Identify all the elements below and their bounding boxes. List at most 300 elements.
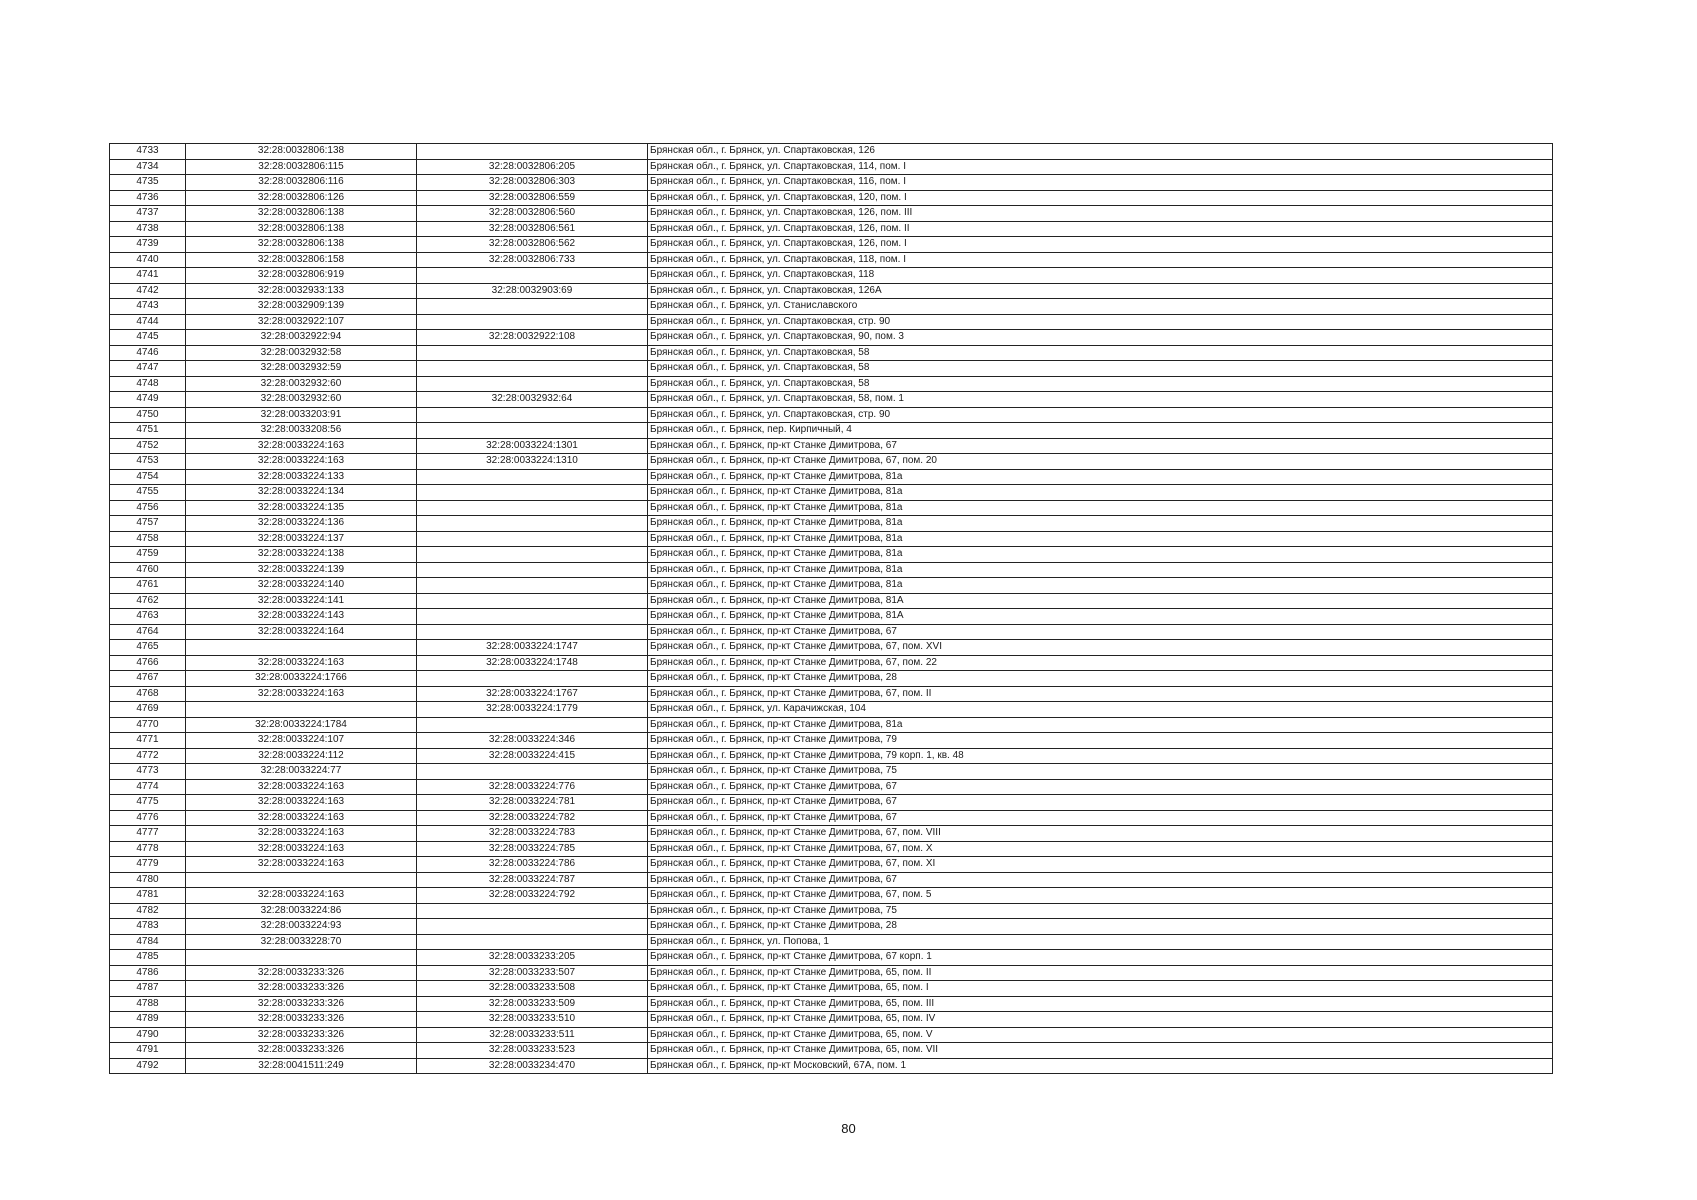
cadastral-number-cell: 32:28:0033224:141 (186, 593, 417, 609)
cadastral-number-cell: 32:28:0033224:163 (186, 795, 417, 811)
address-cell: Брянская обл., г. Брянск, пр-кт Станке Димитрова, 81а (648, 547, 1553, 563)
related-cadastral-number-cell (417, 345, 648, 361)
cadastral-number-cell: 32:28:0033224:163 (186, 686, 417, 702)
row-number-cell: 4777 (110, 826, 186, 842)
related-cadastral-number-cell: 32:28:0033224:1748 (417, 655, 648, 671)
table-row (110, 547, 1553, 563)
row-number-cell: 4747 (110, 361, 186, 377)
address-cell: Брянская обл., г. Брянск, ул. Станиславского (648, 299, 1553, 315)
cadastral-number-cell: 32:28:0033224:163 (186, 826, 417, 842)
row-number-cell: 4741 (110, 268, 186, 284)
table-row (110, 593, 1553, 609)
cadastral-number-cell: 32:28:0033224:140 (186, 578, 417, 594)
table-row (110, 733, 1553, 749)
address-cell: Брянская обл., г. Брянск, пер. Кирпичный, 4 (648, 423, 1553, 439)
related-cadastral-number-cell (417, 500, 648, 516)
table-row (110, 578, 1553, 594)
cadastral-number-cell: 32:28:0032806:138 (186, 206, 417, 222)
row-number-cell: 4760 (110, 562, 186, 578)
related-cadastral-number-cell: 32:28:0033224:786 (417, 857, 648, 873)
related-cadastral-number-cell: 32:28:0033224:776 (417, 779, 648, 795)
table-row (110, 562, 1553, 578)
address-cell: Брянская обл., г. Брянск, ул. Спартаковская, 118 (648, 268, 1553, 284)
cadastral-number-cell: 32:28:0033224:163 (186, 841, 417, 857)
address-cell: Брянская обл., г. Брянск, ул. Спартаковская, 118, пом. I (648, 252, 1553, 268)
row-number-cell: 4770 (110, 717, 186, 733)
cadastral-number-cell: 32:28:0032806:126 (186, 190, 417, 206)
row-number-cell: 4750 (110, 407, 186, 423)
related-cadastral-number-cell: 32:28:0033234:470 (417, 1058, 648, 1074)
row-number-cell: 4749 (110, 392, 186, 408)
cadastral-number-cell: 32:28:0032932:60 (186, 376, 417, 392)
related-cadastral-number-cell (417, 547, 648, 563)
related-cadastral-number-cell (417, 717, 648, 733)
address-cell: Брянская обл., г. Брянск, пр-кт Станке Димитрова, 67 (648, 438, 1553, 454)
table-row (110, 159, 1553, 175)
table-row (110, 965, 1553, 981)
cadastral-number-cell (186, 950, 417, 966)
address-cell: Брянская обл., г. Брянск, ул. Спартаковская, 114, пом. I (648, 159, 1553, 175)
address-cell: Брянская обл., г. Брянск, пр-кт Московский, 67А, пом. 1 (648, 1058, 1553, 1074)
related-cadastral-number-cell: 32:28:0033224:1767 (417, 686, 648, 702)
cadastral-number-cell: 32:28:0033224:137 (186, 531, 417, 547)
row-number-cell: 4792 (110, 1058, 186, 1074)
table-row (110, 624, 1553, 640)
row-number-cell: 4758 (110, 531, 186, 547)
cadastral-number-cell: 32:28:0032932:59 (186, 361, 417, 377)
cadastral-number-cell: 32:28:0033224:93 (186, 919, 417, 935)
cadastral-number-cell: 32:28:0033224:163 (186, 454, 417, 470)
related-cadastral-number-cell: 32:28:0033233:205 (417, 950, 648, 966)
address-cell: Брянская обл., г. Брянск, пр-кт Станке Димитрова, 81а (648, 717, 1553, 733)
cadastral-number-cell: 32:28:0032806:138 (186, 237, 417, 253)
table-row (110, 392, 1553, 408)
related-cadastral-number-cell: 32:28:0033224:1779 (417, 702, 648, 718)
row-number-cell: 4754 (110, 469, 186, 485)
address-cell: Брянская обл., г. Брянск, пр-кт Станке Димитрова, 75 (648, 764, 1553, 780)
related-cadastral-number-cell (417, 531, 648, 547)
records-table (109, 143, 1553, 1074)
related-cadastral-number-cell (417, 144, 648, 160)
address-cell: Брянская обл., г. Брянск, пр-кт Станке Димитрова, 81а (648, 485, 1553, 501)
table-row (110, 919, 1553, 935)
row-number-cell: 4755 (110, 485, 186, 501)
row-number-cell: 4773 (110, 764, 186, 780)
table-row (110, 609, 1553, 625)
address-cell: Брянская обл., г. Брянск, пр-кт Станке Димитрова, 67, пом. VIII (648, 826, 1553, 842)
table-row (110, 206, 1553, 222)
row-number-cell: 4739 (110, 237, 186, 253)
related-cadastral-number-cell: 32:28:0033224:346 (417, 733, 648, 749)
cadastral-number-cell: 32:28:0033224:163 (186, 810, 417, 826)
related-cadastral-number-cell: 32:28:0033224:792 (417, 888, 648, 904)
table-row (110, 516, 1553, 532)
table-row (110, 190, 1553, 206)
related-cadastral-number-cell: 32:28:0032806:733 (417, 252, 648, 268)
cadastral-number-cell: 32:28:0033224:112 (186, 748, 417, 764)
related-cadastral-number-cell: 32:28:0032806:205 (417, 159, 648, 175)
table-row (110, 950, 1553, 966)
row-number-cell: 4756 (110, 500, 186, 516)
row-number-cell: 4787 (110, 981, 186, 997)
records-table-body (110, 144, 1553, 1074)
address-cell: Брянская обл., г. Брянск, ул. Спартаковская, 116, пом. I (648, 175, 1553, 191)
cadastral-number-cell: 32:28:0033224:138 (186, 547, 417, 563)
related-cadastral-number-cell (417, 407, 648, 423)
related-cadastral-number-cell: 32:28:0033233:510 (417, 1012, 648, 1028)
table-row (110, 717, 1553, 733)
address-cell: Брянская обл., г. Брянск, пр-кт Станке Димитрова, 81а (648, 578, 1553, 594)
row-number-cell: 4772 (110, 748, 186, 764)
table-row (110, 500, 1553, 516)
cadastral-number-cell: 32:28:0033233:326 (186, 1027, 417, 1043)
row-number-cell: 4745 (110, 330, 186, 346)
related-cadastral-number-cell: 32:28:0033233:523 (417, 1043, 648, 1059)
address-cell: Брянская обл., г. Брянск, пр-кт Станке Димитрова, 65, пом. VII (648, 1043, 1553, 1059)
related-cadastral-number-cell (417, 361, 648, 377)
table-row (110, 671, 1553, 687)
cadastral-number-cell: 32:28:0033224:163 (186, 655, 417, 671)
row-number-cell: 4738 (110, 221, 186, 237)
address-cell: Брянская обл., г. Брянск, ул. Спартаковская, 58 (648, 376, 1553, 392)
address-cell: Брянская обл., г. Брянск, пр-кт Станке Димитрова, 28 (648, 919, 1553, 935)
related-cadastral-number-cell (417, 624, 648, 640)
table-row (110, 826, 1553, 842)
row-number-cell: 4776 (110, 810, 186, 826)
related-cadastral-number-cell (417, 485, 648, 501)
row-number-cell: 4735 (110, 175, 186, 191)
related-cadastral-number-cell (417, 469, 648, 485)
related-cadastral-number-cell (417, 516, 648, 532)
related-cadastral-number-cell (417, 423, 648, 439)
table-row (110, 857, 1553, 873)
page-number: 80 (841, 1121, 856, 1136)
table-row (110, 330, 1553, 346)
table-row (110, 376, 1553, 392)
row-number-cell: 4785 (110, 950, 186, 966)
cadastral-number-cell: 32:28:0033224:107 (186, 733, 417, 749)
address-cell: Брянская обл., г. Брянск, пр-кт Станке Димитрова, 67, пом. XVI (648, 640, 1553, 656)
row-number-cell: 4761 (110, 578, 186, 594)
address-cell: Брянская обл., г. Брянск, ул. Спартаковская, 58, пом. 1 (648, 392, 1553, 408)
related-cadastral-number-cell: 32:28:0032932:64 (417, 392, 648, 408)
table-row (110, 407, 1553, 423)
related-cadastral-number-cell (417, 562, 648, 578)
row-number-cell: 4783 (110, 919, 186, 935)
row-number-cell: 4743 (110, 299, 186, 315)
address-cell: Брянская обл., г. Брянск, пр-кт Станке Димитрова, 81а (648, 562, 1553, 578)
row-number-cell: 4790 (110, 1027, 186, 1043)
address-cell: Брянская обл., г. Брянск, пр-кт Станке Димитрова, 67, пом. 5 (648, 888, 1553, 904)
table-row (110, 423, 1553, 439)
cadastral-number-cell: 32:28:0033224:86 (186, 903, 417, 919)
related-cadastral-number-cell (417, 299, 648, 315)
related-cadastral-number-cell (417, 671, 648, 687)
related-cadastral-number-cell (417, 593, 648, 609)
table-row (110, 764, 1553, 780)
table-row (110, 934, 1553, 950)
row-number-cell: 4786 (110, 965, 186, 981)
row-number-cell: 4753 (110, 454, 186, 470)
related-cadastral-number-cell: 32:28:0033233:508 (417, 981, 648, 997)
related-cadastral-number-cell (417, 268, 648, 284)
related-cadastral-number-cell: 32:28:0033224:785 (417, 841, 648, 857)
row-number-cell: 4764 (110, 624, 186, 640)
table-row (110, 779, 1553, 795)
cadastral-number-cell: 32:28:0032933:133 (186, 283, 417, 299)
address-cell: Брянская обл., г. Брянск, пр-кт Станке Димитрова, 67, пом. II (648, 686, 1553, 702)
table-row (110, 237, 1553, 253)
row-number-cell: 4788 (110, 996, 186, 1012)
row-number-cell: 4733 (110, 144, 186, 160)
row-number-cell: 4752 (110, 438, 186, 454)
related-cadastral-number-cell: 32:28:0033224:415 (417, 748, 648, 764)
table-row (110, 1027, 1553, 1043)
cadastral-number-cell: 32:28:0033233:326 (186, 1043, 417, 1059)
cadastral-number-cell: 32:28:0033224:136 (186, 516, 417, 532)
address-cell: Брянская обл., г. Брянск, пр-кт Станке Димитрова, 81а (648, 469, 1553, 485)
cadastral-number-cell: 32:28:0032932:60 (186, 392, 417, 408)
address-cell: Брянская обл., г. Брянск, ул. Спартаковская, 126, пом. I (648, 237, 1553, 253)
row-number-cell: 4789 (110, 1012, 186, 1028)
table-row (110, 345, 1553, 361)
row-number-cell: 4751 (110, 423, 186, 439)
table-row (110, 810, 1553, 826)
cadastral-number-cell: 32:28:0032806:919 (186, 268, 417, 284)
cadastral-number-cell: 32:28:0033224:1766 (186, 671, 417, 687)
related-cadastral-number-cell: 32:28:0032806:561 (417, 221, 648, 237)
address-cell: Брянская обл., г. Брянск, ул. Спартаковская, 126, пом. II (648, 221, 1553, 237)
cadastral-number-cell: 32:28:0033224:135 (186, 500, 417, 516)
address-cell: Брянская обл., г. Брянск, ул. Спартаковская, стр. 90 (648, 314, 1553, 330)
address-cell: Брянская обл., г. Брянск, пр-кт Станке Димитрова, 67 (648, 810, 1553, 826)
table-row (110, 221, 1553, 237)
table-row (110, 795, 1553, 811)
row-number-cell: 4748 (110, 376, 186, 392)
cadastral-number-cell: 32:28:0032922:107 (186, 314, 417, 330)
cadastral-number-cell: 32:28:0033233:326 (186, 996, 417, 1012)
address-cell: Брянская обл., г. Брянск, ул. Спартаковская, 90, пом. 3 (648, 330, 1553, 346)
related-cadastral-number-cell: 32:28:0033233:511 (417, 1027, 648, 1043)
table-row (110, 283, 1553, 299)
row-number-cell: 4765 (110, 640, 186, 656)
cadastral-number-cell: 32:28:0033224:133 (186, 469, 417, 485)
row-number-cell: 4769 (110, 702, 186, 718)
related-cadastral-number-cell (417, 919, 648, 935)
table-row (110, 361, 1553, 377)
table-row (110, 640, 1553, 656)
address-cell: Брянская обл., г. Брянск, ул. Спартаковская, 126А (648, 283, 1553, 299)
table-row (110, 454, 1553, 470)
cadastral-number-cell: 32:28:0032922:94 (186, 330, 417, 346)
related-cadastral-number-cell: 32:28:0033233:509 (417, 996, 648, 1012)
related-cadastral-number-cell: 32:28:0033233:507 (417, 965, 648, 981)
table-row (110, 748, 1553, 764)
row-number-cell: 4737 (110, 206, 186, 222)
related-cadastral-number-cell: 32:28:0032903:69 (417, 283, 648, 299)
address-cell: Брянская обл., г. Брянск, пр-кт Станке Димитрова, 67 (648, 624, 1553, 640)
cadastral-number-cell: 32:28:0033203:91 (186, 407, 417, 423)
table-row (110, 872, 1553, 888)
address-cell: Брянская обл., г. Брянск, пр-кт Станке Димитрова, 65, пом. IV (648, 1012, 1553, 1028)
row-number-cell: 4759 (110, 547, 186, 563)
address-cell: Брянская обл., г. Брянск, ул. Попова, 1 (648, 934, 1553, 950)
address-cell: Брянская обл., г. Брянск, ул. Карачижская, 104 (648, 702, 1553, 718)
table-row (110, 655, 1553, 671)
cadastral-number-cell: 32:28:0033224:77 (186, 764, 417, 780)
related-cadastral-number-cell: 32:28:0032806:560 (417, 206, 648, 222)
address-cell: Брянская обл., г. Брянск, ул. Спартаковская, 126, пом. III (648, 206, 1553, 222)
related-cadastral-number-cell: 32:28:0032806:562 (417, 237, 648, 253)
cadastral-number-cell: 32:28:0032806:138 (186, 144, 417, 160)
related-cadastral-number-cell (417, 376, 648, 392)
address-cell: Брянская обл., г. Брянск, пр-кт Станке Димитрова, 67, пом. XI (648, 857, 1553, 873)
row-number-cell: 4763 (110, 609, 186, 625)
cadastral-number-cell: 32:28:0041511:249 (186, 1058, 417, 1074)
address-cell: Брянская обл., г. Брянск, пр-кт Станке Димитрова, 67 корп. 1 (648, 950, 1553, 966)
cadastral-number-cell: 32:28:0032932:58 (186, 345, 417, 361)
row-number-cell: 4782 (110, 903, 186, 919)
table-row (110, 996, 1553, 1012)
related-cadastral-number-cell (417, 314, 648, 330)
address-cell: Брянская обл., г. Брянск, ул. Спартаковская, стр. 90 (648, 407, 1553, 423)
row-number-cell: 4778 (110, 841, 186, 857)
table-row (110, 1012, 1553, 1028)
related-cadastral-number-cell: 32:28:0033224:782 (417, 810, 648, 826)
table-row (110, 903, 1553, 919)
table-row (110, 438, 1553, 454)
row-number-cell: 4775 (110, 795, 186, 811)
cadastral-number-cell: 32:28:0033233:326 (186, 1012, 417, 1028)
table-row (110, 485, 1553, 501)
table-row (110, 1043, 1553, 1059)
address-cell: Брянская обл., г. Брянск, пр-кт Станке Димитрова, 67 (648, 779, 1553, 795)
cadastral-number-cell: 32:28:0033224:163 (186, 438, 417, 454)
address-cell: Брянская обл., г. Брянск, пр-кт Станке Димитрова, 81а (648, 516, 1553, 532)
address-cell: Брянская обл., г. Брянск, пр-кт Станке Димитрова, 79 корп. 1, кв. 48 (648, 748, 1553, 764)
address-cell: Брянская обл., г. Брянск, пр-кт Станке Димитрова, 67, пом. X (648, 841, 1553, 857)
related-cadastral-number-cell (417, 609, 648, 625)
cadastral-number-cell: 32:28:0032806:158 (186, 252, 417, 268)
row-number-cell: 4734 (110, 159, 186, 175)
related-cadastral-number-cell: 32:28:0033224:787 (417, 872, 648, 888)
row-number-cell: 4744 (110, 314, 186, 330)
cadastral-number-cell: 32:28:0032909:139 (186, 299, 417, 315)
table-row (110, 469, 1553, 485)
table-row (110, 175, 1553, 191)
table-row (110, 268, 1553, 284)
cadastral-number-cell: 32:28:0033224:134 (186, 485, 417, 501)
row-number-cell: 4736 (110, 190, 186, 206)
row-number-cell: 4774 (110, 779, 186, 795)
table-row (110, 299, 1553, 315)
cadastral-number-cell: 32:28:0033224:1784 (186, 717, 417, 733)
cadastral-number-cell: 32:28:0033233:326 (186, 981, 417, 997)
address-cell: Брянская обл., г. Брянск, пр-кт Станке Димитрова, 65, пом. II (648, 965, 1553, 981)
table-row (110, 314, 1553, 330)
row-number-cell: 4746 (110, 345, 186, 361)
table-row (110, 531, 1553, 547)
address-cell: Брянская обл., г. Брянск, пр-кт Станке Димитрова, 65, пом. I (648, 981, 1553, 997)
related-cadastral-number-cell: 32:28:0033224:1747 (417, 640, 648, 656)
related-cadastral-number-cell: 32:28:0033224:1310 (417, 454, 648, 470)
row-number-cell: 4768 (110, 686, 186, 702)
cadastral-number-cell (186, 640, 417, 656)
address-cell: Брянская обл., г. Брянск, пр-кт Станке Димитрова, 81А (648, 609, 1553, 625)
row-number-cell: 4771 (110, 733, 186, 749)
cadastral-number-cell (186, 702, 417, 718)
address-cell: Брянская обл., г. Брянск, ул. Спартаковская, 58 (648, 361, 1553, 377)
related-cadastral-number-cell (417, 764, 648, 780)
related-cadastral-number-cell (417, 934, 648, 950)
related-cadastral-number-cell: 32:28:0032806:303 (417, 175, 648, 191)
address-cell: Брянская обл., г. Брянск, ул. Спартаковская, 120, пом. I (648, 190, 1553, 206)
row-number-cell: 4742 (110, 283, 186, 299)
address-cell: Брянская обл., г. Брянск, ул. Спартаковская, 58 (648, 345, 1553, 361)
related-cadastral-number-cell (417, 578, 648, 594)
address-cell: Брянская обл., г. Брянск, пр-кт Станке Димитрова, 67, пом. 20 (648, 454, 1553, 470)
address-cell: Брянская обл., г. Брянск, пр-кт Станке Димитрова, 67 (648, 795, 1553, 811)
table-row (110, 888, 1553, 904)
address-cell: Брянская обл., г. Брянск, пр-кт Станке Димитрова, 81А (648, 593, 1553, 609)
row-number-cell: 4781 (110, 888, 186, 904)
cadastral-number-cell: 32:28:0033228:70 (186, 934, 417, 950)
address-cell: Брянская обл., г. Брянск, пр-кт Станке Димитрова, 65, пом. V (648, 1027, 1553, 1043)
row-number-cell: 4767 (110, 671, 186, 687)
table-row (110, 686, 1553, 702)
address-cell: Брянская обл., г. Брянск, пр-кт Станке Димитрова, 65, пом. III (648, 996, 1553, 1012)
cadastral-number-cell: 32:28:0033233:326 (186, 965, 417, 981)
address-cell: Брянская обл., г. Брянск, пр-кт Станке Димитрова, 79 (648, 733, 1553, 749)
cadastral-number-cell: 32:28:0032806:116 (186, 175, 417, 191)
related-cadastral-number-cell: 32:28:0032922:108 (417, 330, 648, 346)
cadastral-number-cell (186, 872, 417, 888)
address-cell: Брянская обл., г. Брянск, пр-кт Станке Димитрова, 75 (648, 903, 1553, 919)
table-row (110, 981, 1553, 997)
cadastral-number-cell: 32:28:0033224:163 (186, 857, 417, 873)
address-cell: Брянская обл., г. Брянск, пр-кт Станке Димитрова, 81а (648, 531, 1553, 547)
cadastral-number-cell: 32:28:0033224:139 (186, 562, 417, 578)
table-row (110, 841, 1553, 857)
related-cadastral-number-cell: 32:28:0033224:783 (417, 826, 648, 842)
table-row (110, 1058, 1553, 1074)
row-number-cell: 4780 (110, 872, 186, 888)
cadastral-number-cell: 32:28:0033224:164 (186, 624, 417, 640)
cadastral-number-cell: 32:28:0033208:56 (186, 423, 417, 439)
related-cadastral-number-cell (417, 903, 648, 919)
address-cell: Брянская обл., г. Брянск, ул. Спартаковская, 126 (648, 144, 1553, 160)
cadastral-number-cell: 32:28:0033224:163 (186, 888, 417, 904)
row-number-cell: 4779 (110, 857, 186, 873)
address-cell: Брянская обл., г. Брянск, пр-кт Станке Димитрова, 67 (648, 872, 1553, 888)
row-number-cell: 4791 (110, 1043, 186, 1059)
address-cell: Брянская обл., г. Брянск, пр-кт Станке Димитрова, 28 (648, 671, 1553, 687)
row-number-cell: 4766 (110, 655, 186, 671)
related-cadastral-number-cell: 32:28:0033224:781 (417, 795, 648, 811)
row-number-cell: 4784 (110, 934, 186, 950)
row-number-cell: 4757 (110, 516, 186, 532)
cadastral-number-cell: 32:28:0033224:163 (186, 779, 417, 795)
related-cadastral-number-cell: 32:28:0033224:1301 (417, 438, 648, 454)
cadastral-number-cell: 32:28:0033224:143 (186, 609, 417, 625)
related-cadastral-number-cell: 32:28:0032806:559 (417, 190, 648, 206)
cadastral-number-cell: 32:28:0032806:115 (186, 159, 417, 175)
address-cell: Брянская обл., г. Брянск, пр-кт Станке Димитрова, 81а (648, 500, 1553, 516)
cadastral-number-cell: 32:28:0032806:138 (186, 221, 417, 237)
address-cell: Брянская обл., г. Брянск, пр-кт Станке Димитрова, 67, пом. 22 (648, 655, 1553, 671)
row-number-cell: 4740 (110, 252, 186, 268)
table-row (110, 702, 1553, 718)
